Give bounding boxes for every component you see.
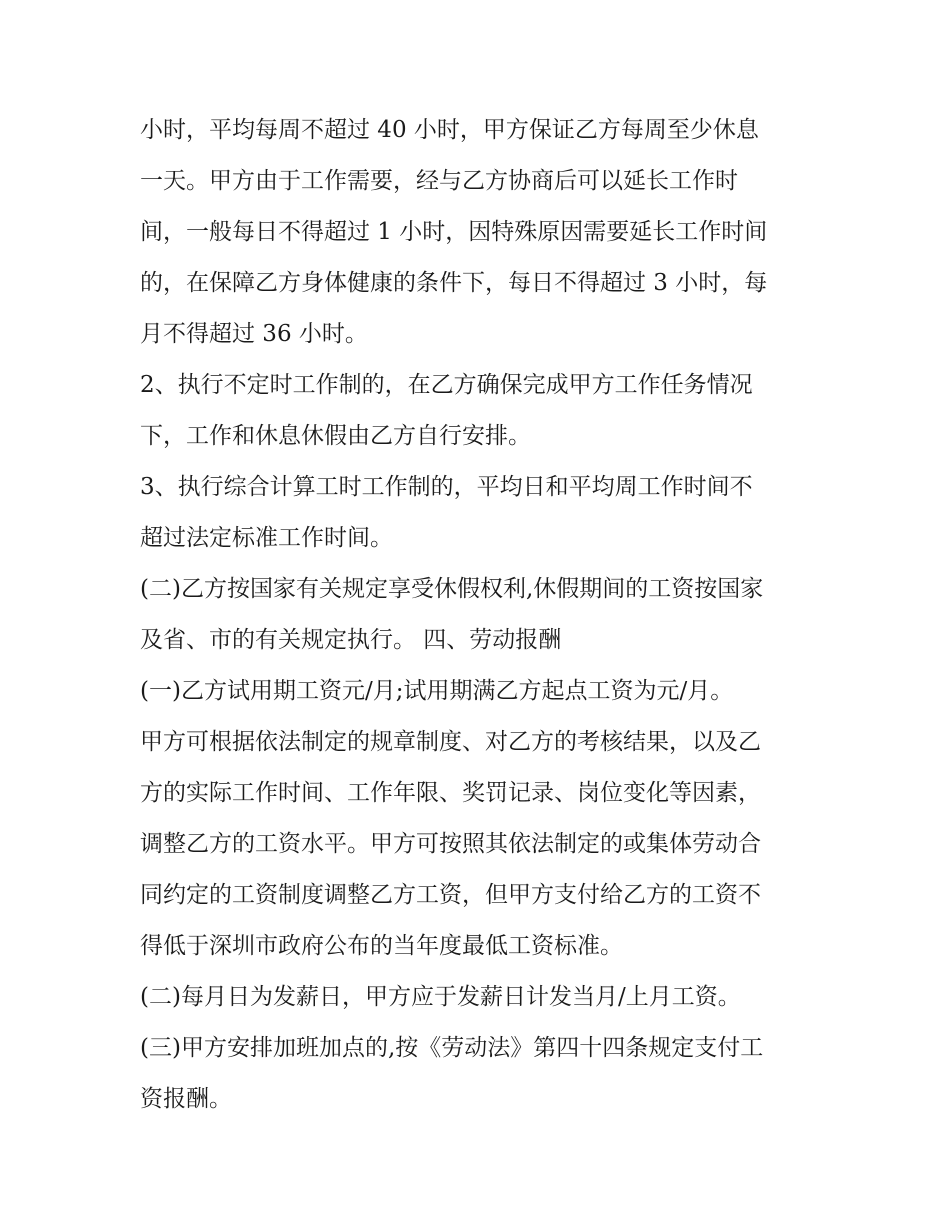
text-line: 3、执行综合计算工时工作制的，平均日和平均周工作时间不 xyxy=(140,474,753,500)
text-line: 一天。甲方由于工作需要，经与乙方协商后可以延长工作时 xyxy=(140,168,738,194)
text-line: 超过法定标准工作时间。 xyxy=(140,525,393,551)
text-line: 方的实际工作时间、工作年限、奖罚记录、岗位变化等因素， xyxy=(140,780,761,806)
document-body xyxy=(140,105,820,1125)
text-line: 及省、市的有关规定执行。 四、劳动报酬 xyxy=(140,627,562,653)
text-line: (一)乙方试用期工资元/月;试用期满乙方起点工资为元/月。 xyxy=(140,678,734,704)
text-line: 同约定的工资制度调整乙方工资，但甲方支付给乙方的工资不 xyxy=(140,882,761,908)
text-line: 资报酬。 xyxy=(140,1086,232,1112)
text-line: 的，在保障乙方身体健康的条件下，每日不得超过 3 小时，每 xyxy=(140,270,768,296)
text-line: 月不得超过 36 小时。 xyxy=(140,321,368,347)
text-line: 2、执行不定时工作制的，在乙方确保完成甲方工作任务情况 xyxy=(140,372,753,398)
text-line: 下，工作和休息休假由乙方自行安排。 xyxy=(140,423,531,449)
text-line: (二)乙方按国家有关规定享受休假权利,休假期间的工资按国家 xyxy=(140,576,764,602)
text-line: 得低于深圳市政府公布的当年度最低工资标准。 xyxy=(140,933,623,959)
text-line: (二)每月日为发薪日，甲方应于发薪日计发当月/上月工资。 xyxy=(140,984,741,1010)
text-line: 调整乙方的工资水平。甲方可按照其依法制定的或集体劳动合 xyxy=(140,831,761,857)
text-line: (三)甲方安排加班加点的,按《劳动法》第四十四条规定支付工 xyxy=(140,1035,764,1061)
text-line: 间，一般每日不得超过 1 小时，因特殊原因需要延长工作时间 xyxy=(140,219,768,245)
text-line: 甲方可根据依法制定的规章制度、对乙方的考核结果，以及乙 xyxy=(140,729,761,755)
text-line: 小时，平均每周不超过 40 小时，甲方保证乙方每周至少休息 xyxy=(140,117,759,143)
